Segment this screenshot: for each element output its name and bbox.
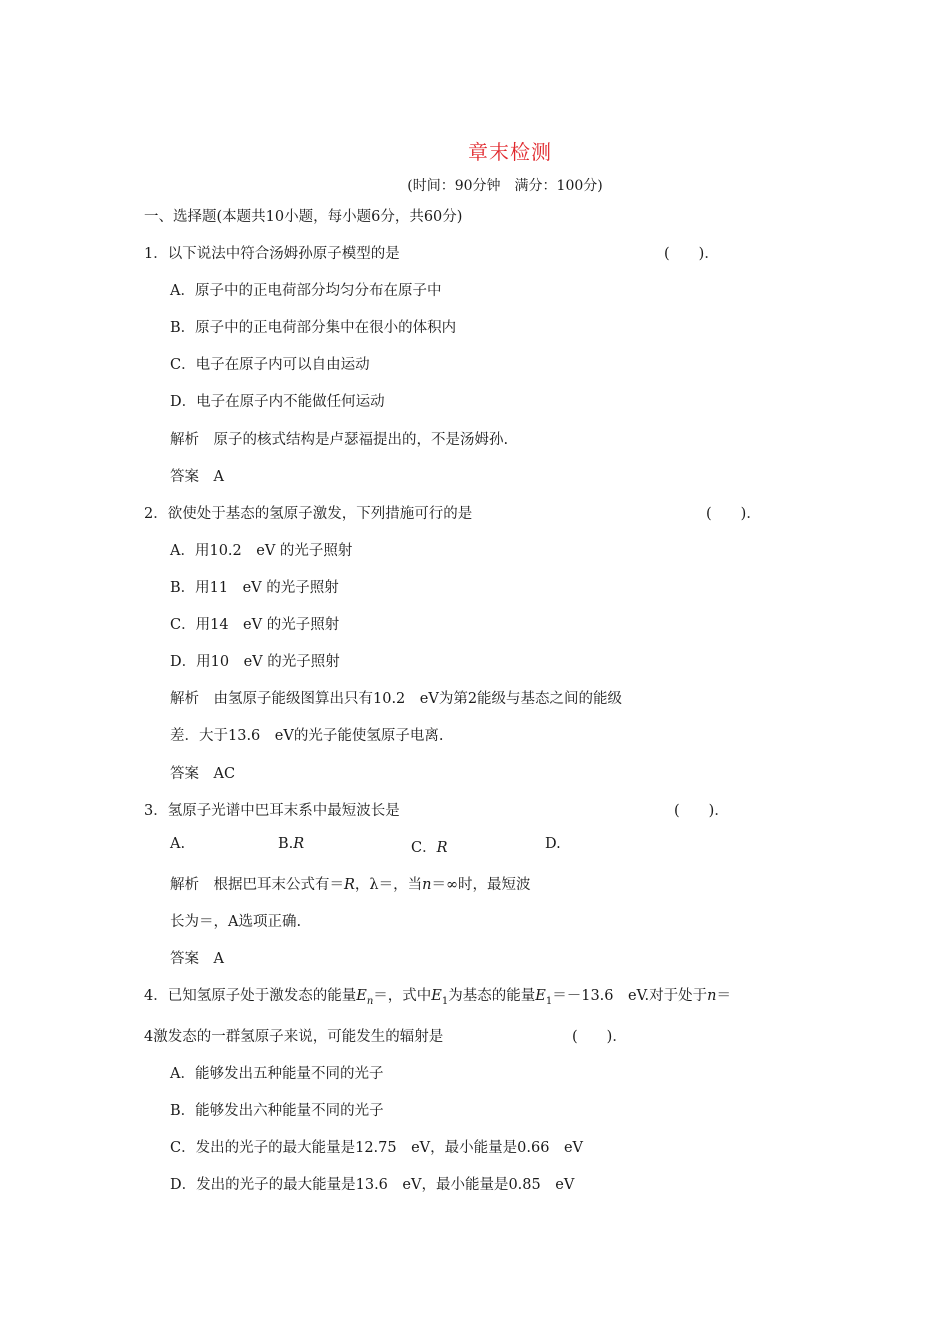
q1-stem: 1．以下说法中符合汤姆孙原子模型的是: [144, 246, 400, 262]
q2-option-d: D．用10 eV 的光子照射: [170, 654, 340, 670]
q4-stem-text-5: ＝: [716, 988, 731, 1004]
q3-option-c: [411, 836, 448, 857]
q2-analysis-line2: 差．大于13.6 eV的光子能使氢原子电离.: [170, 728, 444, 744]
q3-option-c-var: R: [436, 840, 448, 856]
q3-analysis-line2: 长为＝，A选项正确.: [170, 914, 302, 930]
q4-var-e1b: E: [535, 988, 546, 1004]
q3-stem: 3．氢原子光谱中巴耳末系中最短波长是: [144, 803, 400, 819]
q3-analysis-var-n: n: [422, 877, 432, 893]
q4-var-e1a: E: [431, 988, 442, 1004]
q3-analysis-text-1: 解析 根据巴耳末公式有＝: [170, 877, 344, 893]
exam-meta: (时间：90分钟 满分：100分): [407, 178, 603, 194]
q4-stem-text-3: 为基态的能量: [448, 988, 536, 1004]
q4-stem-line1: [144, 984, 731, 1007]
q2-answer-blank: ( )．: [706, 506, 761, 522]
q3-analysis-text-2: ，λ＝，当: [354, 877, 423, 893]
q3-answer-blank: ( )．: [674, 803, 729, 819]
q4-var-en-sub: n: [366, 995, 374, 1007]
q4-var-e1b-sub: 1: [545, 995, 553, 1007]
q1-answer: 答案 A: [170, 469, 224, 485]
q3-analysis-text-3: ＝∞时，最短波: [431, 877, 531, 893]
q4-option-c: C．发出的光子的最大能量是12.75 eV，最小能量是0.66 eV: [170, 1140, 583, 1156]
q3-analysis-var-r: R: [344, 877, 355, 893]
q4-stem-text-2: ＝，式中: [373, 988, 432, 1004]
q2-option-b: B．用11 eV 的光子照射: [170, 580, 339, 596]
q1-analysis: 解析 原子的核式结构是卢瑟福提出的，不是汤姆孙.: [170, 432, 509, 448]
q2-option-c: C．用14 eV 的光子照射: [170, 617, 340, 633]
section-heading: 一、选择题(本题共10小题，每小题6分，共60分): [144, 209, 463, 225]
q3-option-d: D.: [545, 836, 561, 852]
q2-analysis-line1: 解析 由氢原子能级图算出只有10.2 eV为第2能级与基态之间的能级: [170, 691, 623, 707]
q3-option-a: A.: [170, 836, 186, 852]
q4-stem-text-4: ＝－13.6 eV.对于处于: [552, 988, 708, 1004]
q4-option-d: D．发出的光子的最大能量是13.6 eV，最小能量是0.85 eV: [170, 1177, 575, 1193]
q4-var-en: E: [356, 988, 367, 1004]
q2-stem: 2．欲使处于基态的氢原子激发，下列措施可行的是: [144, 506, 473, 522]
q3-analysis-line1: [170, 873, 531, 894]
q4-option-a: A．能够发出五种能量不同的光子: [170, 1066, 384, 1082]
q4-answer-blank: ( )．: [572, 1029, 627, 1045]
page-title: 章末检测: [468, 140, 552, 164]
q3-option-b-var: R: [293, 836, 305, 852]
q4-stem-line2: 4激发态的一群氢原子来说，可能发生的辐射是: [144, 1029, 444, 1045]
q3-option-c-label: C．: [411, 840, 437, 856]
q4-var-n: n: [707, 988, 717, 1004]
q1-option-b: B．原子中的正电荷部分集中在很小的体积内: [170, 320, 457, 336]
q4-var-e1a-sub: 1: [441, 995, 449, 1007]
q2-answer: 答案 AC: [170, 766, 236, 782]
q1-option-d: D．电子在原子内不能做任何运动: [170, 394, 385, 410]
q1-answer-blank: ( )．: [664, 246, 719, 262]
q1-option-a: A．原子中的正电荷部分均匀分布在原子中: [170, 283, 442, 299]
q1-option-c: C．电子在原子内可以自由运动: [170, 357, 370, 373]
q3-answer: 答案 A: [170, 951, 224, 967]
q3-option-b: [278, 836, 304, 852]
q2-option-a: A．用10.2 eV 的光子照射: [170, 543, 353, 559]
q3-option-b-label: B.: [278, 836, 294, 852]
q4-option-b: B．能够发出六种能量不同的光子: [170, 1103, 384, 1119]
q4-stem-text-1: 4．已知氢原子处于激发态的能量: [144, 988, 357, 1004]
